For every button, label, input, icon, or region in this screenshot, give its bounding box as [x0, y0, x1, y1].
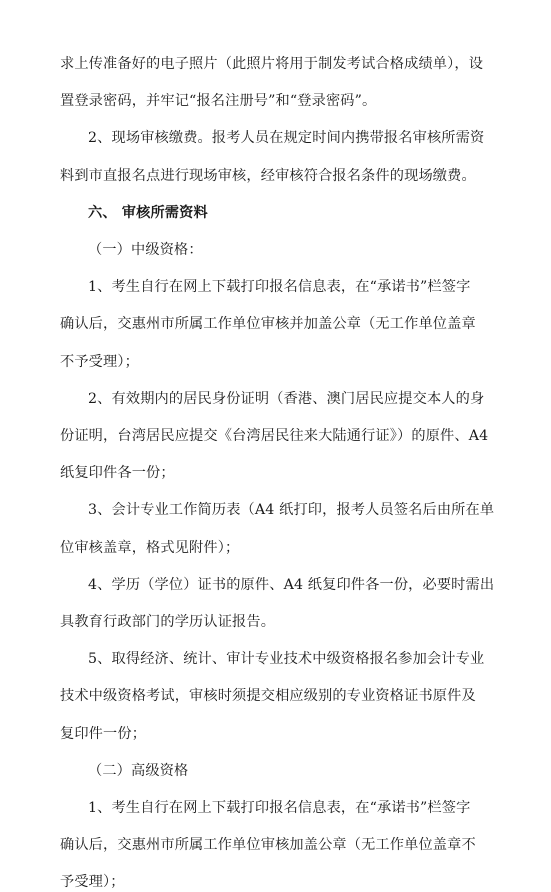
list-item-line: 4、学历（学位）证书的原件、A4 纸复印件各一份，必要时需出: [88, 576, 495, 593]
subsection-heading-middle: （一）中级资格：: [88, 242, 203, 258]
section-heading: 六、 审核所需资料: [88, 204, 208, 221]
paragraph-line: 置登录密码，并牢记“报名注册号”和“登录密码”。: [60, 93, 377, 110]
list-item-line: 3、会计专业工作简历表（A4 纸打印，报考人员签名后由所在单: [88, 502, 495, 519]
list-item-line: 1、考生自行在网上下载打印报名信息表，在“承诺书”栏签字: [88, 279, 471, 296]
subsection-heading-senior: （二）高级资格: [88, 762, 189, 779]
paragraph-line: 求上传准备好的电子照片（此照片将用于制发考试合格成绩单），设: [60, 56, 484, 72]
list-item-line: 确认后，交惠州市所属工作单位审核加盖公章（无工作单位盖章不: [60, 837, 476, 854]
list-item-line: 技术中级资格考试，审核时须提交相应级别的专业资格证书原件及: [60, 688, 476, 705]
list-item-line: 份证明，台湾居民应提交《台湾居民往来大陆通行证》）的原件、A4: [60, 428, 489, 444]
list-item-line: 5、取得经济、统计、审计专业技术中级资格报名参加会计专业: [88, 651, 485, 668]
list-item-line: 不予受理）；: [60, 353, 139, 370]
list-item-line: 确认后，交惠州市所属工作单位审核并加盖公章（无工作单位盖章: [60, 316, 476, 333]
list-item-line: 位审核盖章，格式见附件）；: [60, 539, 240, 556]
list-item-line: 1、考生自行在网上下载打印报名信息表，在“承诺书”栏签字: [88, 800, 471, 816]
list-item-line: 2、有效期内的居民身份证明（香港、澳门居民应提交本人的身: [88, 390, 485, 407]
paragraph-line: 2、现场审核缴费。报考人员在规定时间内携带报名审核所需资: [88, 130, 485, 147]
paragraph-line: 料到市直报名点进行现场审核，经审核符合报名条件的现场缴费。: [60, 167, 476, 184]
list-item-line: 予受理）；: [60, 874, 125, 891]
list-item-line: 具教育行政部门的学历认证报告。: [60, 614, 276, 630]
list-item-line: 复印件一份；: [60, 725, 147, 742]
list-item-line: 纸复印件各一份；: [60, 465, 175, 482]
